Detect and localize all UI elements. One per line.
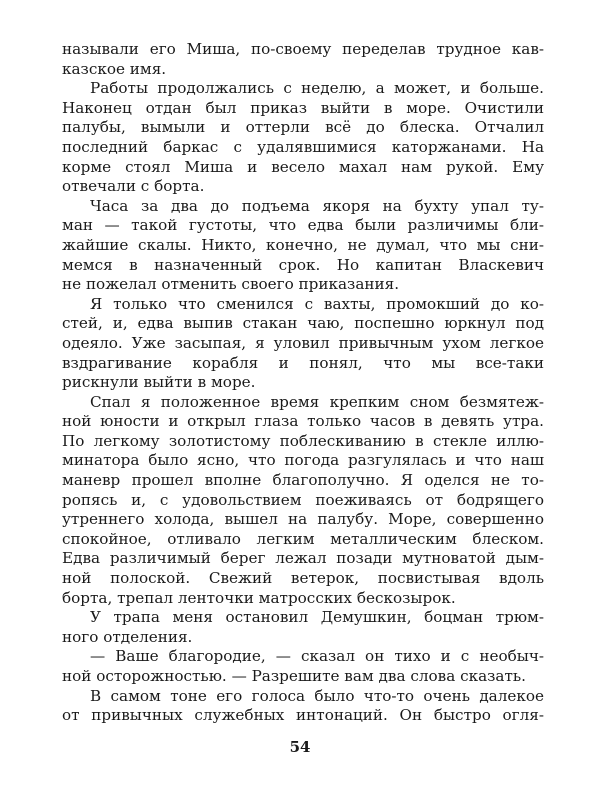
text-line: маневр прошел вполне благополучно. Я оделся не то- <box>62 471 544 490</box>
text-line: ной осторожностью. — Разрешите вам два слова сказать. <box>62 667 526 685</box>
text-line: называли его Миша, по-своему переделав трудное кав- <box>62 40 544 58</box>
text-line: По легкому золотистому поблескиванию в стекле иллю- <box>62 431 544 450</box>
text-line: ной юности и открыл глаза только часов в девять утра. <box>62 412 544 431</box>
text-line: мемся в назначенный срок. Но капитан Власкевич <box>62 255 544 274</box>
text-line: рискнули выйти в море. <box>62 373 256 392</box>
text-line: Едва различимый берег лежал позади мутноватой дым- <box>62 549 544 568</box>
paragraph <box>62 79 544 197</box>
text-line: последний баркас с удалявшимися каторжанами. На <box>62 137 544 156</box>
text-line: Я только что сменился с вахты, промокший до ко- <box>90 294 544 313</box>
text-line: В самом тоне его голоса было что-то очень далекое <box>90 686 544 705</box>
text-line: жайшие скалы. Никто, конечно, не думал, что мы сни- <box>62 235 544 254</box>
text-line: ной полоской. Свежий ветерок, посвистывая вдоль <box>62 569 544 588</box>
text-line: У трапа меня остановил Демушкин, боцман трюм- <box>90 608 544 627</box>
text-line: от привычных служебных интонаций. Он быстро огля- <box>62 706 544 725</box>
paragraph <box>62 608 544 647</box>
paragraph <box>62 393 544 609</box>
text-line: казское имя. <box>62 59 167 78</box>
paragraph <box>62 40 544 79</box>
text-line: вздрагивание корабля и понял, что мы все-таки <box>62 353 544 372</box>
page-number: 54 <box>289 738 311 756</box>
text-line: Работы продолжались с неделю, а может, и больше. <box>90 79 544 98</box>
paragraph <box>62 647 544 686</box>
text-line: ного отделения. <box>62 627 193 646</box>
text-line: стей, и, едва выпив стакан чаю, поспешно юркнул под <box>62 314 544 333</box>
paragraph <box>62 687 544 726</box>
text-line: Часа за два до подъема якоря на бухту упал ту- <box>90 196 544 215</box>
text-line: борта, трепал ленточки матросских бескозырок. <box>62 588 456 607</box>
text-line: ропясь и, с удовольствием поеживаясь от бодрящего <box>62 490 544 509</box>
paragraph <box>62 197 544 295</box>
text-line: ман — такой густоты, что едва были различимы бли- <box>62 216 544 235</box>
text-line: корме стоял Миша и весело махал нам рукой. Ему <box>62 157 544 176</box>
text-line: Наконец отдан был приказ выйти в море. Очистили <box>62 98 544 117</box>
text-line: утреннего холода, вышел на палубу. Море, совершенно <box>62 510 544 529</box>
text-line: одеяло. Уже засыпая, я уловил привычным ухом легкое <box>62 333 544 352</box>
text-line: не пожелал отменить своего приказания. <box>62 275 400 294</box>
text-line: — Ваше благородие, — сказал он тихо и с необыч- <box>90 647 544 666</box>
text-line: спокойное, отливало легким металлическим блеском. <box>62 529 544 548</box>
text-line: Спал я положенное время крепким сном безмятеж- <box>90 392 544 411</box>
text-line: палубы, вымыли и оттерли всё до блеска. Отчалил <box>62 118 544 137</box>
text-line: отвечали с борта. <box>62 177 205 196</box>
page-body-text <box>62 40 544 726</box>
text-line: минатора было ясно, что погода разгулялась и что наш <box>62 451 544 470</box>
paragraph <box>62 295 544 393</box>
